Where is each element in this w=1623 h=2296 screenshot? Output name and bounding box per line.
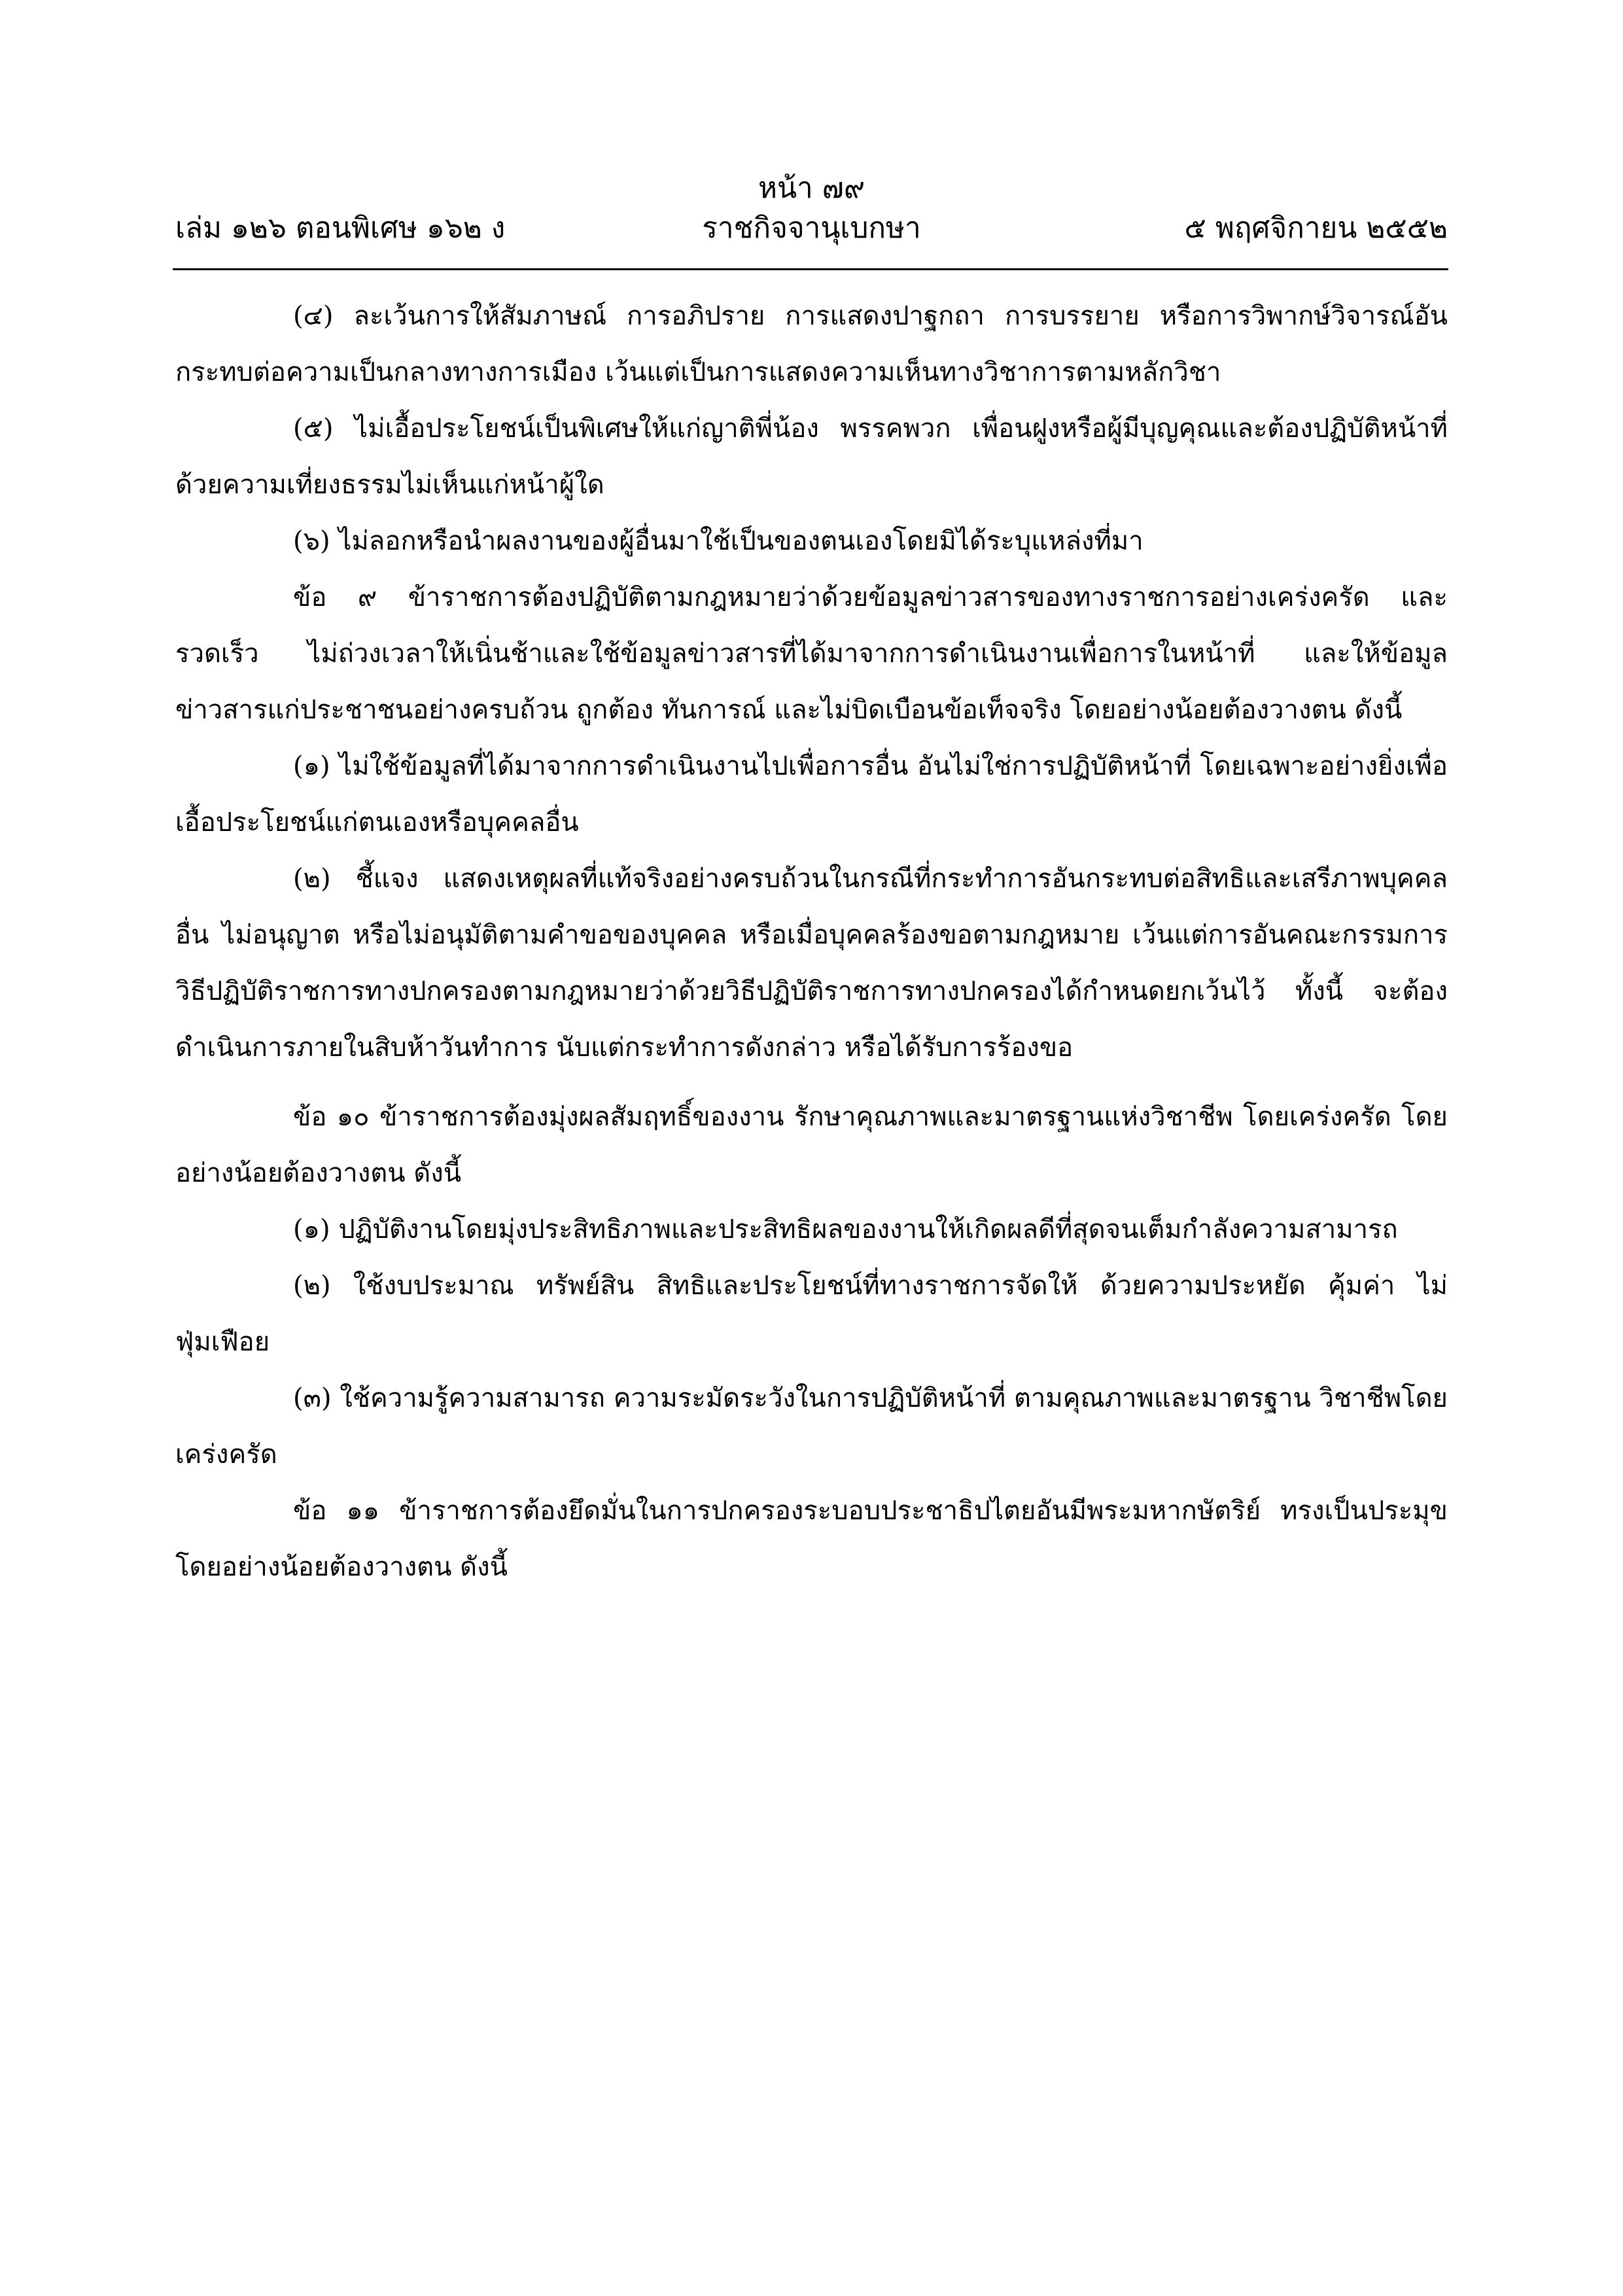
gazette-header bbox=[175, 208, 1448, 249]
gazette-title: ราชกิจจานุเบกษา bbox=[702, 211, 921, 245]
article-10-item-1: (๑) ปฏิบัติงานโดยมุ่งประสิทธิภาพและประสิทธิผลของงานให้เกิดผลดีที่สุดจนเต็มกำลังความสามารถ bbox=[293, 1214, 1398, 1245]
article-9: ข้อ ๙ ข้าราชการต้องปฏิบัติตามกฎหมายว่าด้วยข้อมูลข่าวสารของทางราชการอย่างเคร่งครัด และรวดเร็ว ไม่ถ่วงเวลาให้เนิ่นช้าและใช้ข้อมูลข่าวสารที่ได้มาจากการดำเนินงานเพื่อการในหน้าที่ และให้ข้อมูลข่าวสารแก่ประชาชนอย่างครบถ้วน ถูกต้อง ทันการณ์ และไม่บิดเบือนข้อเท็จจริง โดยอย่างน้อยต้องวางตน ดังนี้ bbox=[175, 582, 1448, 725]
article-10-item-3: (๓) ใช้ความรู้ความสามารถ ความระมัดระวังในการปฏิบัติหน้าที่ ตามคุณภาพและมาตรฐาน วิชาชีพโดยเคร่งครัด bbox=[175, 1383, 1448, 1470]
article-9-item-1: (๑) ไม่ใช้ข้อมูลที่ได้มาจากการดำเนินงานไปเพื่อการอื่น อันไม่ใช่การปฏิบัติหน้าที่ โดยเฉพาะอย่างยิ่งเพื่อเอื้อประโยชน์แก่ตนเองหรือบุคคลอื่น bbox=[175, 751, 1448, 838]
page-number: หน้า ๗๙ bbox=[758, 171, 865, 205]
clause-item-4: (๔) ละเว้นการให้สัมภาษณ์ การอภิปราย การแสดงปาฐกถา การบรรยาย หรือการวิพากษ์วิจารณ์อันกระทบต่อความเป็นกลางทางการเมือง เว้นแต่เป็นการแสดงความเห็นทางวิชาการตามหลักวิชา bbox=[175, 301, 1448, 387]
article-10-item-2: (๒) ใช้งบประมาณ ทรัพย์สิน สิทธิและประโยชน์ที่ทางราชการจัดให้ ด้วยความประหยัด คุ้มค่า ไม่ฟุ่มเฟือย bbox=[175, 1271, 1448, 1357]
clause-item-6: (๖) ไม่ลอกหรือนำผลงานของผู้อื่นมาใช้เป็นของตนเองโดยมิได้ระบุแหล่งที่มา bbox=[293, 526, 1143, 556]
publication-date: ๕ พฤศจิกายน ๒๕๕๒ bbox=[1184, 211, 1448, 245]
article-11: ข้อ ๑๑ ข้าราชการต้องยึดมั่นในการปกครองระบอบประชาธิปไตยอันมีพระมหากษัตริย์ ทรงเป็นประมุข โดยอย่างน้อยต้องวางตน ดังนี้ bbox=[175, 1496, 1448, 1582]
document-body bbox=[175, 288, 1448, 1595]
volume-issue: เล่ม ๑๒๖ ตอนพิเศษ ๑๖๒ ง bbox=[175, 211, 506, 245]
article-9-item-2: (๒) ชี้แจง แสดงเหตุผลที่แท้จริงอย่างครบถ้วนในกรณีที่กระทำการอันกระทบต่อสิทธิและเสรีภาพบุคคลอื่น ไม่อนุญาต หรือไม่อนุมัติตามคำขอของบุคคล หรือเมื่อบุคคลร้องขอตามกฎหมาย เว้นแต่การอันคณะกรรมการวิธีปฏิบัติราชการทางปกครองตามกฎหมายว่าด้วยวิธีปฏิบัติราชการทางปกครองได้กำหนดยกเว้นไว้ ทั้งนี้ จะต้องดำเนินการภายในสิบห้าวันทำการ นับแต่กระทำการดังกล่าว หรือได้รับการร้องขอ bbox=[175, 864, 1448, 1063]
clause-item-5: (๕) ไม่เอื้อประโยชน์เป็นพิเศษให้แก่ญาติพี่น้อง พรรคพวก เพื่อนฝูงหรือผู้มีบุญคุณและต้องปฏิบัติหน้าที่ด้วยความเที่ยงธรรมไม่เห็นแก่หน้าผู้ใด bbox=[175, 414, 1448, 500]
paragraph-spacer bbox=[175, 1076, 1448, 1089]
header-divider bbox=[173, 268, 1448, 270]
article-10: ข้อ ๑๐ ข้าราชการต้องมุ่งผลสัมฤทธิ์ของงาน รักษาคุณภาพและมาตรฐานแห่งวิชาชีพ โดยเคร่งครัด โดยอย่างน้อยต้องวางตน ดังนี้ bbox=[175, 1102, 1448, 1188]
